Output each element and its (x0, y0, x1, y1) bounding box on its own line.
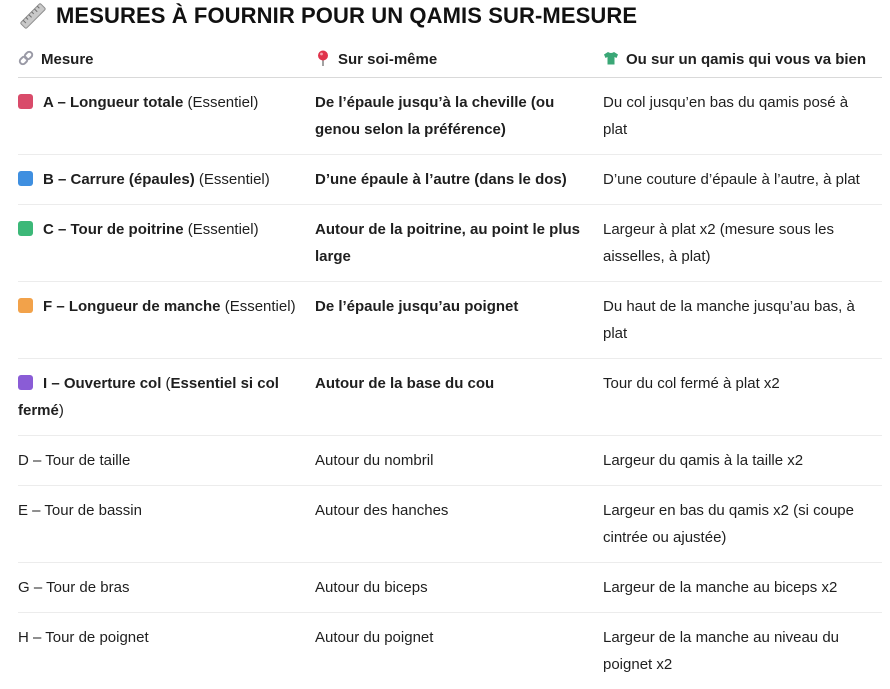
cell-self: Autour du biceps (315, 563, 603, 613)
cell-qamis: Largeur de la manche au biceps x2 (603, 563, 882, 613)
cell-qamis: Du haut de la manche jusqu’au bas, à plat (603, 282, 882, 359)
measurements-table (18, 41, 882, 689)
table-header-row (18, 41, 882, 78)
table-row (18, 205, 882, 282)
cell-self: D’une épaule à l’autre (dans le dos) (315, 155, 603, 205)
cell-self: Autour du poignet (315, 613, 603, 689)
cell-self: Autour du nombril (315, 436, 603, 486)
orange-square-icon (18, 298, 33, 313)
header-self: Sur soi-même (315, 41, 603, 78)
cell-mesure: C – Tour de poitrine (Essentiel) (18, 205, 315, 282)
table-row (18, 155, 882, 205)
blue-square-icon (18, 171, 33, 186)
cell-self: Autour des hanches (315, 486, 603, 563)
table-row (18, 563, 882, 613)
cell-qamis: Largeur en bas du qamis x2 (si coupe cintrée ou ajustée) (603, 486, 882, 563)
cell-mesure: B – Carrure (épaules) (Essentiel) (18, 155, 315, 205)
cell-self: De l’épaule jusqu’au poignet (315, 282, 603, 359)
green-square-icon (18, 221, 33, 236)
cell-self: De l’épaule jusqu’à la cheville (ou genou selon la préférence) (315, 78, 603, 155)
purple-square-icon (18, 375, 33, 390)
round-pushpin-icon (315, 50, 331, 66)
cell-self: Autour de la base du cou (315, 359, 603, 436)
header-qamis: Ou sur un qamis qui vous va bien (603, 41, 882, 78)
cell-qamis: Largeur du qamis à la taille x2 (603, 436, 882, 486)
table-row (18, 282, 882, 359)
table-row (18, 359, 882, 436)
cell-qamis: Tour du col fermé à plat x2 (603, 359, 882, 436)
cell-mesure: D – Tour de taille (18, 436, 315, 486)
cell-self: Autour de la poitrine, au point le plus large (315, 205, 603, 282)
table-row (18, 613, 882, 689)
cell-qamis: Du col jusqu’en bas du qamis posé à plat (603, 78, 882, 155)
cell-mesure: E – Tour de bassin (18, 486, 315, 563)
table-row (18, 78, 882, 155)
cell-mesure: F – Longueur de manche (Essentiel) (18, 282, 315, 359)
cell-qamis: Largeur à plat x2 (mesure sous les aisselles, à plat) (603, 205, 882, 282)
cell-mesure: H – Tour de poignet (18, 613, 315, 689)
cell-mesure: A – Longueur totale (Essentiel) (18, 78, 315, 155)
red-square-icon (18, 94, 33, 109)
cell-qamis: Largeur de la manche au niveau du poignet x2 (603, 613, 882, 689)
table-row (18, 486, 882, 563)
cell-qamis: D’une couture d’épaule à l’autre, à plat (603, 155, 882, 205)
t-shirt-icon (603, 50, 619, 66)
table-row (18, 436, 882, 486)
straight-ruler-icon (20, 3, 46, 29)
page-title-text: MESURES À FOURNIR POUR UN QAMIS SUR-MESURE (56, 3, 637, 29)
page-title (20, 0, 637, 32)
cell-mesure: G – Tour de bras (18, 563, 315, 613)
header-mesure: Mesure (18, 41, 315, 78)
link-icon (18, 50, 34, 66)
cell-mesure: I – Ouverture col (Essentiel si col fermé) (18, 359, 315, 436)
